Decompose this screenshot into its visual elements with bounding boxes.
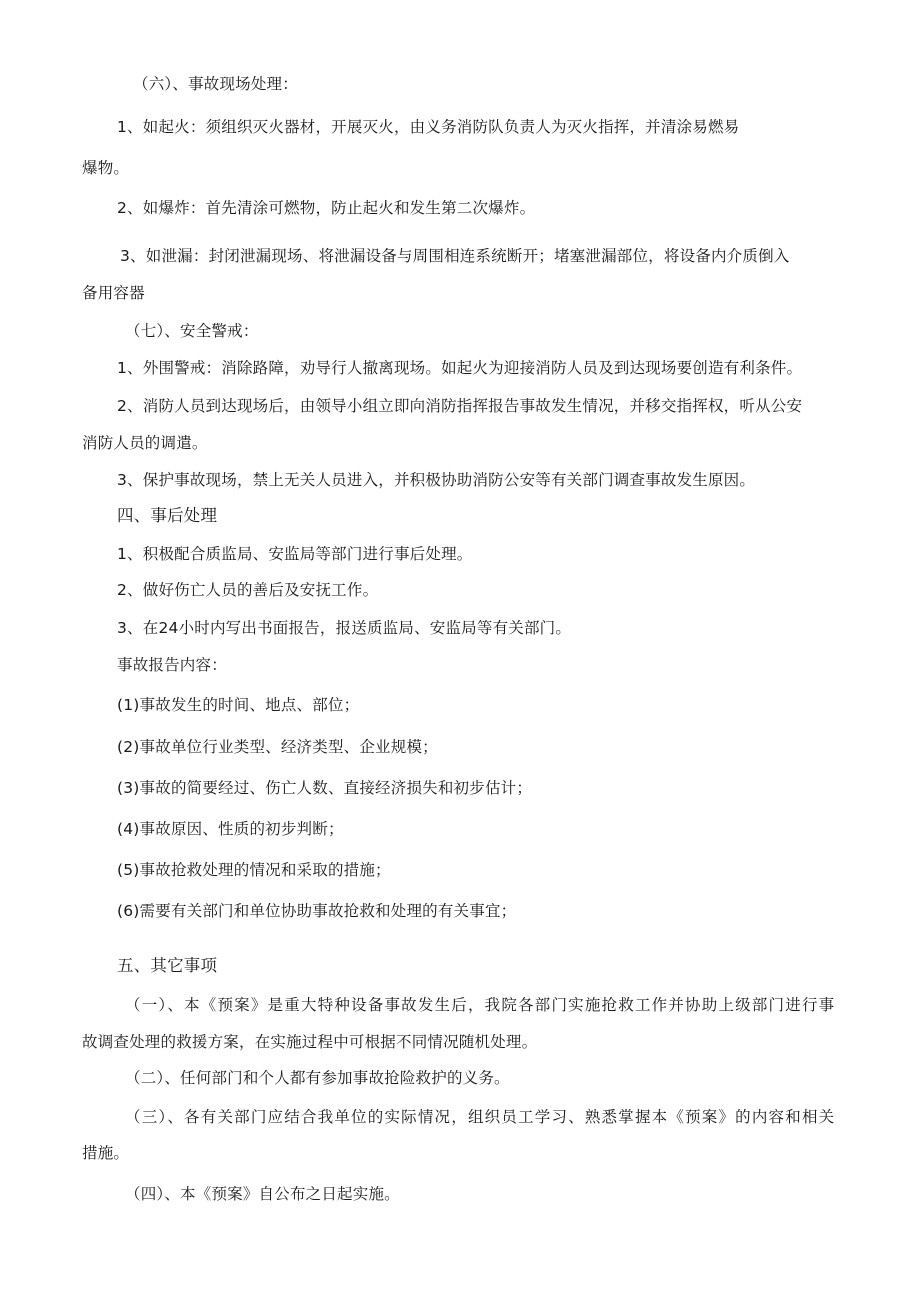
section5-heading: 五、其它事项: [117, 956, 218, 975]
section7-item2-continuation: 消防人员的调遣。: [82, 434, 208, 452]
section4-item2: 2、做好伤亡人员的善后及安抚工作。: [117, 581, 379, 599]
section5-item2: （二）、任何部门和个人都有参加事故抢险救护的义务。: [125, 1069, 510, 1087]
report-item-2: (2)事故单位行业类型、经济类型、企业规模；: [117, 738, 438, 756]
section6-item1: 1、如起火：须组织灭火器材，开展灭火，由义务消防队负责人为灭火指挥，并清涂易燃易: [117, 118, 740, 136]
report-item-1: (1)事故发生的时间、地点、部位；: [117, 696, 360, 714]
section7-heading: （七）、安全警戒：: [125, 322, 259, 340]
section5-item1: （一）、本《预案》是重大特种设备事故发生后，我院各部门实施抢救工作并协助上级部门进行事: [125, 996, 836, 1014]
section7-item1: 1、外围警戒：消除路障，劝导行人撤离现场。如起火为迎接消防人员及到达现场要创造有利条件。: [117, 359, 803, 377]
section4-item1: 1、积极配合质监局、安监局等部门进行事后处理。: [117, 545, 473, 563]
section4-heading: 四、事后处理: [117, 506, 218, 525]
report-item-3: (3)事故的简要经过、伤亡人数、直接经济损失和初步估计；: [117, 779, 533, 797]
report-item-4: (4)事故原因、性质的初步判断；: [117, 820, 344, 838]
section5-item3-continuation: 措施。: [82, 1144, 130, 1162]
section6-item3-continuation: 备用容器: [82, 284, 145, 302]
section6-item1-continuation: 爆物。: [82, 159, 130, 177]
section5-item1-continuation: 故调查处理的救援方案，在实施过程中可根据不同情况随机处理。: [82, 1033, 538, 1051]
section6-item2: 2、如爆炸：首先清涂可燃物，防止起火和发生第二次爆炸。: [117, 199, 536, 217]
section5-item3: （三）、各有关部门应结合我单位的实际情况，组织员工学习、熟悉掌握本《预案》的内容和相关: [125, 1108, 836, 1126]
section5-item4: （四）、本《预案》自公布之日起实施。: [125, 1185, 400, 1203]
section6-heading: （六）、事故现场处理：: [133, 75, 298, 93]
report-contents-label: 事故报告内容：: [117, 656, 227, 674]
section7-item2: 2、消防人员到达现场后，由领导小组立即向消防指挥报告事故发生情况，并移交指挥权，听从公安: [117, 397, 803, 415]
report-item-6: (6)需要有关部门和单位协助事故抢救和处理的有关事宜；: [117, 902, 517, 920]
section7-item3: 3、保护事故现场，禁上无关人员进入，并积极协助消防公安等有关部门调查事故发生原因。: [117, 471, 756, 489]
section4-item3: 3、在24小时内写出书面报告，报送质监局、安监局等有关部门。: [117, 619, 572, 637]
section6-item3: 3、如泄漏：封闭泄漏现场、将泄漏设备与周围相连系统断开；堵塞泄漏部位，将设备内介质倒入: [120, 247, 790, 265]
report-item-5: (5)事故抢救处理的情况和采取的措施；: [117, 861, 391, 879]
